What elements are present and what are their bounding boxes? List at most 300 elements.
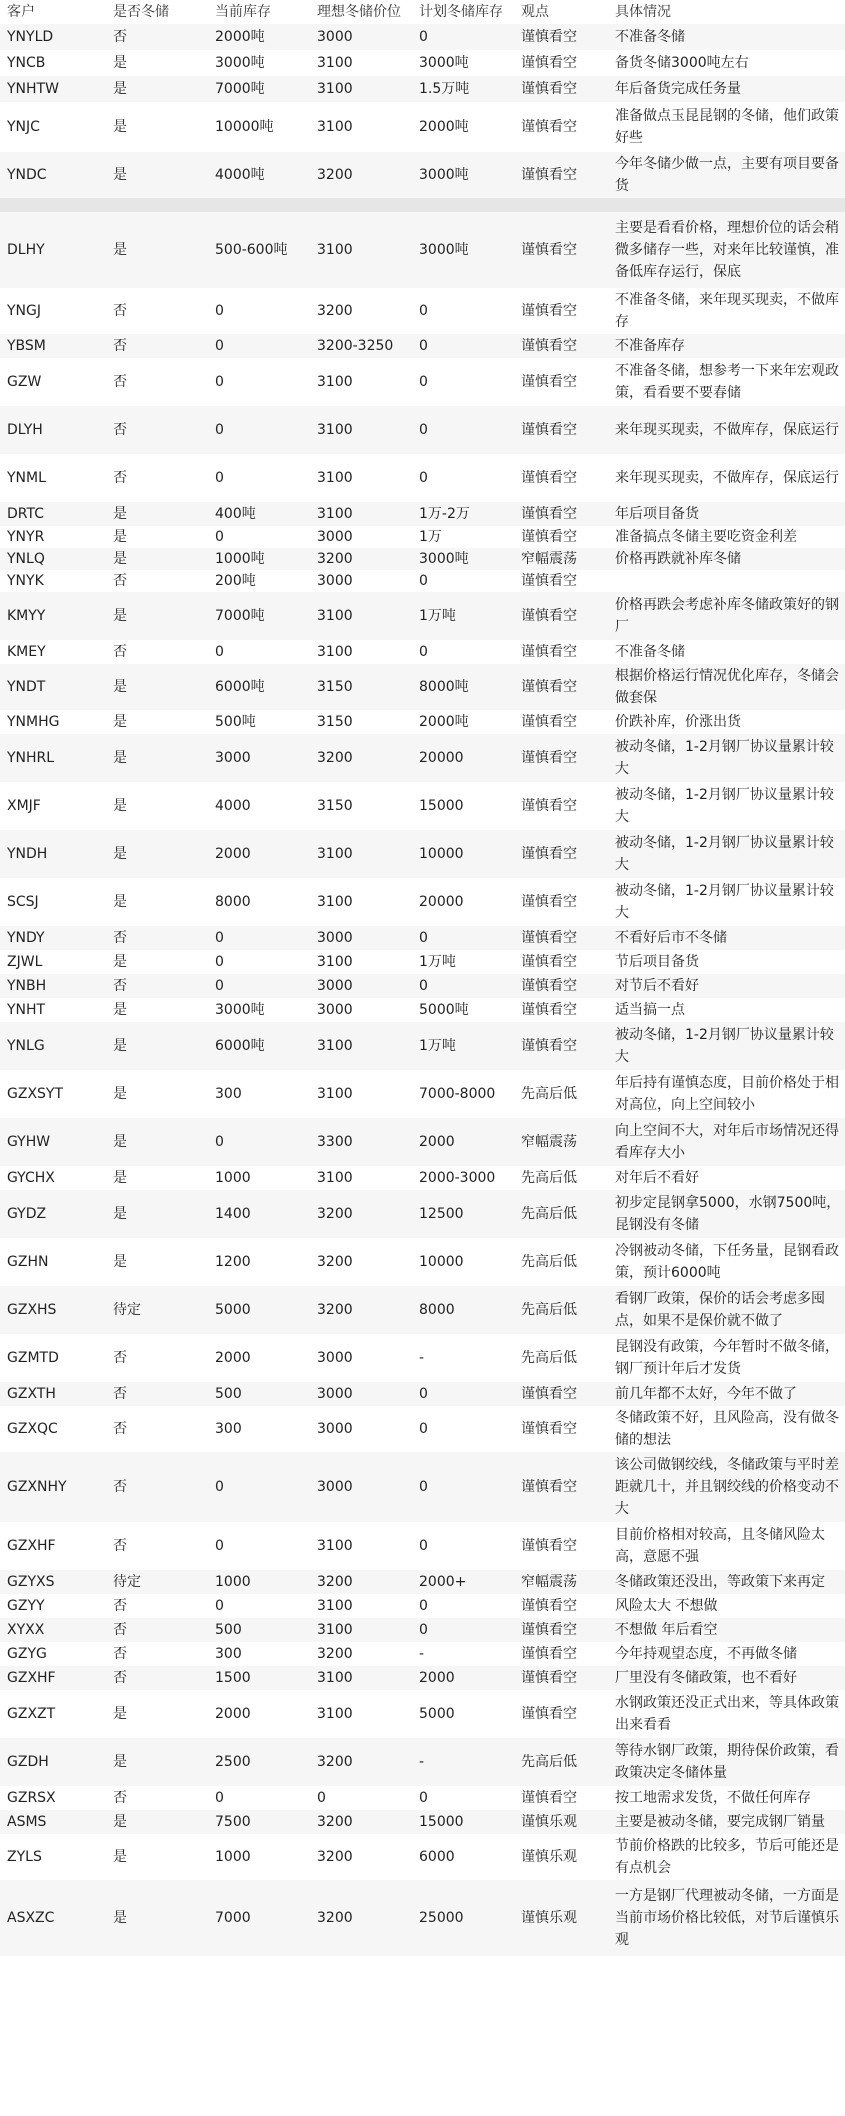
ideal-price-cell: 3200	[310, 1286, 412, 1334]
table-row	[0, 1022, 845, 1070]
details-cell: 被动冬储，1-2月钢厂协议量累计较大	[608, 1022, 845, 1070]
inventory-cell: 2000吨	[208, 24, 310, 50]
ideal-price-cell: 3200	[310, 1738, 412, 1786]
outlook-cell: 窄幅震荡	[514, 1570, 608, 1594]
storage-cell: 是	[106, 1690, 208, 1738]
outlook-cell: 谨慎看空	[514, 1786, 608, 1810]
planned-inventory-cell: 3000吨	[412, 50, 514, 76]
storage-cell: 是	[106, 734, 208, 782]
customer-cell: GZRSX	[0, 1786, 106, 1810]
table-row	[0, 998, 845, 1022]
storage-cell: 是	[106, 950, 208, 974]
storage-cell: 是	[106, 710, 208, 734]
details-cell: 价格再跌就补库冬储	[608, 548, 845, 570]
customer-cell: YNLQ	[0, 548, 106, 570]
outlook-cell: 窄幅震荡	[514, 1118, 608, 1166]
details-cell: 年后持有谨慎态度，目前价格处于相对高位，向上空间较小	[608, 1070, 845, 1118]
table-row	[0, 1642, 845, 1666]
customer-cell: GZXSYT	[0, 1070, 106, 1118]
inventory-cell: 1400	[208, 1190, 310, 1238]
storage-cell: 是	[106, 664, 208, 710]
ideal-price-cell: 3200	[310, 1238, 412, 1286]
inventory-cell: 6000吨	[208, 1022, 310, 1070]
header-details: 具体情况	[615, 4, 671, 20]
header-customer: 客户	[7, 4, 35, 20]
storage-cell: 待定	[106, 1286, 208, 1334]
details-cell: 初步定昆钢拿5000，水钢7500吨，昆钢没有冬储	[608, 1190, 845, 1238]
customer-cell: YNBH	[0, 974, 106, 998]
storage-cell: 否	[106, 1334, 208, 1382]
outlook-cell: 先高后低	[514, 1070, 608, 1118]
details-cell: 节后项目备货	[608, 950, 845, 974]
inventory-cell: 1200	[208, 1238, 310, 1286]
outlook-cell: 谨慎看空	[514, 288, 608, 334]
ideal-price-cell: 3200	[310, 1834, 412, 1880]
table-row	[0, 664, 845, 710]
customer-cell: YNDY	[0, 926, 106, 950]
separator-row	[0, 198, 845, 212]
planned-inventory-cell: 8000吨	[412, 664, 514, 710]
ideal-price-cell: 3100	[310, 1022, 412, 1070]
table-row	[0, 1118, 845, 1166]
planned-inventory-cell: 1万吨	[412, 592, 514, 640]
storage-cell: 是	[106, 782, 208, 830]
details-cell: 年后备货完成任务量	[608, 76, 845, 102]
planned-inventory-cell: 2000	[412, 1666, 514, 1690]
planned-inventory-cell: 2000-3000	[412, 1166, 514, 1190]
planned-inventory-cell: 0	[412, 454, 514, 502]
table-row	[0, 1452, 845, 1522]
ideal-price-cell: 3100	[310, 76, 412, 102]
storage-cell: 是	[106, 50, 208, 76]
storage-cell: 是	[106, 878, 208, 926]
table-row	[0, 76, 845, 102]
ideal-price-cell: 3300	[310, 1118, 412, 1166]
inventory-cell: 7000	[208, 1880, 310, 1956]
customer-cell: YNYK	[0, 570, 106, 592]
inventory-cell: 1000	[208, 1570, 310, 1594]
details-cell: 根据价格运行情况优化库存，冬储会做套保	[608, 664, 845, 710]
table-body	[0, 24, 845, 1956]
planned-inventory-cell: 2000吨	[412, 710, 514, 734]
details-cell: 对节后不看好	[608, 974, 845, 998]
details-cell: 不想做 年后看空	[608, 1618, 845, 1642]
outlook-cell: 谨慎看空	[514, 526, 608, 548]
storage-cell: 否	[106, 926, 208, 950]
details-cell: 来年现买现卖，不做库存，保底运行	[608, 406, 845, 454]
ideal-price-cell: 3200	[310, 1570, 412, 1594]
inventory-cell: 500吨	[208, 710, 310, 734]
inventory-cell: 1500	[208, 1666, 310, 1690]
table-row	[0, 1738, 845, 1786]
inventory-cell: 500-600吨	[208, 212, 310, 288]
storage-cell: 否	[106, 570, 208, 592]
table-row	[0, 1594, 845, 1618]
storage-cell: 是	[106, 830, 208, 878]
details-cell: 备货冬储3000吨左右	[608, 50, 845, 76]
planned-inventory-cell: 15000	[412, 1810, 514, 1834]
planned-inventory-cell: 15000	[412, 782, 514, 830]
storage-cell: 否	[106, 358, 208, 406]
customer-cell: YNMHG	[0, 710, 106, 734]
table-row	[0, 1810, 845, 1834]
storage-cell: 是	[106, 1166, 208, 1190]
planned-inventory-cell: 0	[412, 406, 514, 454]
details-cell: 价格再跌会考虑补库冬储政策好的钢厂	[608, 592, 845, 640]
outlook-cell: 谨慎乐观	[514, 1880, 608, 1956]
table-row	[0, 1880, 845, 1956]
ideal-price-cell: 3100	[310, 1690, 412, 1738]
customer-cell: YNGJ	[0, 288, 106, 334]
planned-inventory-cell: 3000吨	[412, 548, 514, 570]
inventory-cell: 0	[208, 406, 310, 454]
ideal-price-cell: 3000	[310, 1334, 412, 1382]
outlook-cell: 谨慎看空	[514, 1452, 608, 1522]
customer-cell: KMYY	[0, 592, 106, 640]
header-ideal-price: 理想冬储价位	[317, 4, 401, 20]
storage-cell: 否	[106, 1382, 208, 1406]
storage-cell: 待定	[106, 1570, 208, 1594]
inventory-cell: 0	[208, 1786, 310, 1810]
header-current-inventory: 当前库存	[215, 4, 271, 20]
customer-cell: GZDH	[0, 1738, 106, 1786]
planned-inventory-cell: 1.5万吨	[412, 76, 514, 102]
storage-cell: 是	[106, 76, 208, 102]
storage-cell: 否	[106, 1452, 208, 1522]
ideal-price-cell	[310, 198, 412, 212]
planned-inventory-cell: 2000+	[412, 1570, 514, 1594]
inventory-cell: 8000	[208, 878, 310, 926]
table-row	[0, 1166, 845, 1190]
inventory-cell: 200吨	[208, 570, 310, 592]
inventory-cell: 0	[208, 1452, 310, 1522]
customer-cell: GZYG	[0, 1642, 106, 1666]
storage-cell: 是	[106, 592, 208, 640]
details-cell: 水钢政策还没正式出来，等具体政策出来看看	[608, 1690, 845, 1738]
storage-cell: 否	[106, 1786, 208, 1810]
details-cell: 被动冬储，1-2月钢厂协议量累计较大	[608, 878, 845, 926]
ideal-price-cell: 3100	[310, 1522, 412, 1570]
outlook-cell: 谨慎看空	[514, 974, 608, 998]
customer-cell: YBSM	[0, 334, 106, 358]
details-cell: 冬储政策不好，且风险高，没有做冬储的想法	[608, 1406, 845, 1452]
ideal-price-cell: 3200	[310, 1810, 412, 1834]
planned-inventory-cell: 1万	[412, 526, 514, 548]
outlook-cell: 谨慎看空	[514, 926, 608, 950]
outlook-cell: 谨慎看空	[514, 998, 608, 1022]
customer-cell: GZXNHY	[0, 1452, 106, 1522]
details-cell	[608, 570, 845, 592]
planned-inventory-cell: 7000-8000	[412, 1070, 514, 1118]
customer-cell: GZXQC	[0, 1406, 106, 1452]
details-cell	[608, 198, 845, 212]
inventory-cell: 3000吨	[208, 998, 310, 1022]
ideal-price-cell: 3150	[310, 782, 412, 830]
outlook-cell: 谨慎看空	[514, 830, 608, 878]
inventory-cell: 0	[208, 454, 310, 502]
ideal-price-cell: 3200	[310, 288, 412, 334]
storage-cell: 是	[106, 1880, 208, 1956]
inventory-cell: 3000吨	[208, 50, 310, 76]
customer-cell: YNYR	[0, 526, 106, 548]
inventory-cell: 0	[208, 974, 310, 998]
inventory-cell: 10000吨	[208, 102, 310, 152]
customer-cell: YNDC	[0, 152, 106, 198]
planned-inventory-cell: -	[412, 1642, 514, 1666]
outlook-cell: 谨慎看空	[514, 502, 608, 526]
outlook-cell: 先高后低	[514, 1286, 608, 1334]
outlook-cell: 谨慎看空	[514, 76, 608, 102]
planned-inventory-cell: 8000	[412, 1286, 514, 1334]
table-row	[0, 334, 845, 358]
planned-inventory-cell	[412, 198, 514, 212]
customer-cell: YNHTW	[0, 76, 106, 102]
table-row	[0, 454, 845, 502]
ideal-price-cell: 3100	[310, 878, 412, 926]
details-cell: 看钢厂政策，保价的话会考虑多囤点，如果不是保价就不做了	[608, 1286, 845, 1334]
planned-inventory-cell: 0	[412, 1618, 514, 1642]
customer-cell: DLYH	[0, 406, 106, 454]
details-cell: 不看好后市不冬储	[608, 926, 845, 950]
outlook-cell	[514, 198, 608, 212]
ideal-price-cell: 3000	[310, 1382, 412, 1406]
outlook-cell: 谨慎看空	[514, 334, 608, 358]
table-row	[0, 548, 845, 570]
storage-cell	[106, 198, 208, 212]
planned-inventory-cell: -	[412, 1738, 514, 1786]
outlook-cell: 谨慎看空	[514, 950, 608, 974]
storage-cell: 否	[106, 334, 208, 358]
customer-cell: GYHW	[0, 1118, 106, 1166]
planned-inventory-cell: 0	[412, 24, 514, 50]
table-row	[0, 1070, 845, 1118]
table-row	[0, 974, 845, 998]
outlook-cell: 窄幅震荡	[514, 548, 608, 570]
customer-cell	[0, 198, 106, 212]
outlook-cell: 谨慎看空	[514, 1022, 608, 1070]
ideal-price-cell: 3100	[310, 102, 412, 152]
table-row	[0, 1834, 845, 1880]
storage-cell: 是	[106, 1070, 208, 1118]
storage-cell: 否	[106, 640, 208, 664]
planned-inventory-cell: 0	[412, 1786, 514, 1810]
inventory-cell: 1000	[208, 1166, 310, 1190]
planned-inventory-cell: 0	[412, 640, 514, 664]
table-row	[0, 710, 845, 734]
planned-inventory-cell: 5000吨	[412, 998, 514, 1022]
outlook-cell: 谨慎看空	[514, 1642, 608, 1666]
planned-inventory-cell: 12500	[412, 1190, 514, 1238]
outlook-cell: 谨慎看空	[514, 664, 608, 710]
customer-cell: GZXHF	[0, 1666, 106, 1690]
outlook-cell: 先高后低	[514, 1166, 608, 1190]
planned-inventory-cell: 0	[412, 334, 514, 358]
planned-inventory-cell: 2000	[412, 1118, 514, 1166]
customer-cell: GZXHF	[0, 1522, 106, 1570]
inventory-cell: 1000吨	[208, 548, 310, 570]
details-cell: 今年持观望态度，不再做冬储	[608, 1642, 845, 1666]
table-row	[0, 358, 845, 406]
ideal-price-cell: 3100	[310, 358, 412, 406]
ideal-price-cell: 3100	[310, 406, 412, 454]
outlook-cell: 谨慎乐观	[514, 1834, 608, 1880]
outlook-cell: 谨慎看空	[514, 640, 608, 664]
inventory-cell: 7000吨	[208, 592, 310, 640]
table-row	[0, 950, 845, 974]
planned-inventory-cell: 0	[412, 570, 514, 592]
details-cell: 被动冬储，1-2月钢厂协议量累计较大	[608, 782, 845, 830]
table-row	[0, 1286, 845, 1334]
storage-cell: 是	[106, 502, 208, 526]
table-row	[0, 152, 845, 198]
outlook-cell: 谨慎看空	[514, 570, 608, 592]
details-cell: 一方是钢厂代理被动冬储，一方面是当前市场价格比较低，对节后谨慎乐观	[608, 1880, 845, 1956]
ideal-price-cell: 3200	[310, 734, 412, 782]
details-cell: 厂里没有冬储政策，也不看好	[608, 1666, 845, 1690]
outlook-cell: 谨慎看空	[514, 212, 608, 288]
details-cell: 准备做点玉昆昆钢的冬储，他们政策好些	[608, 102, 845, 152]
inventory-cell: 300	[208, 1070, 310, 1118]
ideal-price-cell: 3000	[310, 998, 412, 1022]
table-row	[0, 50, 845, 76]
outlook-cell: 谨慎看空	[514, 734, 608, 782]
header-planned-inventory: 计划冬储库存	[419, 4, 503, 20]
outlook-cell: 谨慎看空	[514, 152, 608, 198]
storage-cell: 否	[106, 1666, 208, 1690]
planned-inventory-cell: 20000	[412, 878, 514, 926]
ideal-price-cell: 3100	[310, 592, 412, 640]
planned-inventory-cell: 2000吨	[412, 102, 514, 152]
customer-cell: XMJF	[0, 782, 106, 830]
storage-cell: 是	[106, 1834, 208, 1880]
storage-cell: 否	[106, 1406, 208, 1452]
outlook-cell: 谨慎看空	[514, 1666, 608, 1690]
ideal-price-cell: 3100	[310, 1594, 412, 1618]
inventory-cell: 300	[208, 1642, 310, 1666]
inventory-cell: 0	[208, 1522, 310, 1570]
storage-cell: 是	[106, 102, 208, 152]
table-row	[0, 592, 845, 640]
table-row	[0, 830, 845, 878]
table-row	[0, 640, 845, 664]
details-cell: 来年现买现卖，不做库存，保底运行	[608, 454, 845, 502]
table-row	[0, 526, 845, 548]
inventory-cell: 2000	[208, 1690, 310, 1738]
table-row	[0, 24, 845, 50]
inventory-cell: 2000	[208, 830, 310, 878]
customer-cell: ZYLS	[0, 1834, 106, 1880]
ideal-price-cell: 3200	[310, 1642, 412, 1666]
inventory-cell: 0	[208, 526, 310, 548]
table-row	[0, 1334, 845, 1382]
inventory-cell: 0	[208, 1118, 310, 1166]
ideal-price-cell: 3150	[310, 664, 412, 710]
outlook-cell: 谨慎看空	[514, 1522, 608, 1570]
inventory-cell: 500	[208, 1618, 310, 1642]
customer-cell: GZYY	[0, 1594, 106, 1618]
outlook-cell: 谨慎看空	[514, 1594, 608, 1618]
details-cell: 今年冬储少做一点，主要有项目要备货	[608, 152, 845, 198]
planned-inventory-cell: 0	[412, 1522, 514, 1570]
ideal-price-cell: 3100	[310, 830, 412, 878]
ideal-price-cell: 3100	[310, 1070, 412, 1118]
outlook-cell: 谨慎看空	[514, 24, 608, 50]
outlook-cell: 谨慎看空	[514, 878, 608, 926]
storage-cell: 否	[106, 1618, 208, 1642]
ideal-price-cell: 3000	[310, 1406, 412, 1452]
customer-cell: GZXTH	[0, 1382, 106, 1406]
table-row	[0, 782, 845, 830]
customer-cell: DRTC	[0, 502, 106, 526]
header-winter-storage: 是否冬储	[113, 4, 169, 20]
planned-inventory-cell: 25000	[412, 1880, 514, 1956]
storage-cell: 否	[106, 1642, 208, 1666]
inventory-cell: 2500	[208, 1738, 310, 1786]
outlook-cell: 先高后低	[514, 1738, 608, 1786]
details-cell: 准备搞点冬储主要吃资金利差	[608, 526, 845, 548]
table-row	[0, 1570, 845, 1594]
table-row	[0, 926, 845, 950]
storage-cell: 否	[106, 406, 208, 454]
storage-cell: 是	[106, 526, 208, 548]
inventory-cell: 0	[208, 334, 310, 358]
planned-inventory-cell: 0	[412, 1594, 514, 1618]
inventory-cell: 4000	[208, 782, 310, 830]
ideal-price-cell: 3000	[310, 1452, 412, 1522]
table-row	[0, 1190, 845, 1238]
planned-inventory-cell: 0	[412, 1406, 514, 1452]
details-cell: 适当搞一点	[608, 998, 845, 1022]
details-cell: 价跌补库，价涨出货	[608, 710, 845, 734]
inventory-cell: 7500	[208, 1810, 310, 1834]
planned-inventory-cell: 1万-2万	[412, 502, 514, 526]
inventory-cell: 6000吨	[208, 664, 310, 710]
table-header-row	[0, 0, 845, 24]
planned-inventory-cell: 3000吨	[412, 152, 514, 198]
outlook-cell: 谨慎看空	[514, 592, 608, 640]
outlook-cell: 谨慎看空	[514, 1618, 608, 1642]
inventory-cell	[208, 198, 310, 212]
ideal-price-cell: 3200	[310, 152, 412, 198]
inventory-cell: 500	[208, 1382, 310, 1406]
storage-cell: 否	[106, 1522, 208, 1570]
storage-cell: 是	[106, 1118, 208, 1166]
details-cell: 昆钢没有政策，今年暂时不做冬储，钢厂预计年后才发货	[608, 1334, 845, 1382]
inventory-cell: 2000	[208, 1334, 310, 1382]
ideal-price-cell: 3100	[310, 1666, 412, 1690]
outlook-cell: 谨慎看空	[514, 1406, 608, 1452]
details-cell: 冷钢被动冬储，下任务量，昆钢看政策，预计6000吨	[608, 1238, 845, 1286]
details-cell: 目前价格相对较高，且冬储风险太高，意愿不强	[608, 1522, 845, 1570]
customer-cell: YNLG	[0, 1022, 106, 1070]
details-cell: 不准备冬储，想参考一下来年宏观政策，看看要不要春储	[608, 358, 845, 406]
planned-inventory-cell: 10000	[412, 1238, 514, 1286]
ideal-price-cell: 3000	[310, 24, 412, 50]
outlook-cell: 谨慎乐观	[514, 1810, 608, 1834]
planned-inventory-cell: 5000	[412, 1690, 514, 1738]
ideal-price-cell: 3100	[310, 950, 412, 974]
details-cell: 不准备冬储，来年现买现卖，不做库存	[608, 288, 845, 334]
inventory-cell: 0	[208, 1594, 310, 1618]
details-cell: 前几年都不太好，今年不做了	[608, 1382, 845, 1406]
ideal-price-cell: 3000	[310, 570, 412, 592]
ideal-price-cell: 3100	[310, 1618, 412, 1642]
outlook-cell: 谨慎看空	[514, 50, 608, 76]
details-cell: 被动冬储，1-2月钢厂协议量累计较大	[608, 830, 845, 878]
outlook-cell: 谨慎看空	[514, 1690, 608, 1738]
outlook-cell: 谨慎看空	[514, 454, 608, 502]
outlook-cell: 先高后低	[514, 1238, 608, 1286]
